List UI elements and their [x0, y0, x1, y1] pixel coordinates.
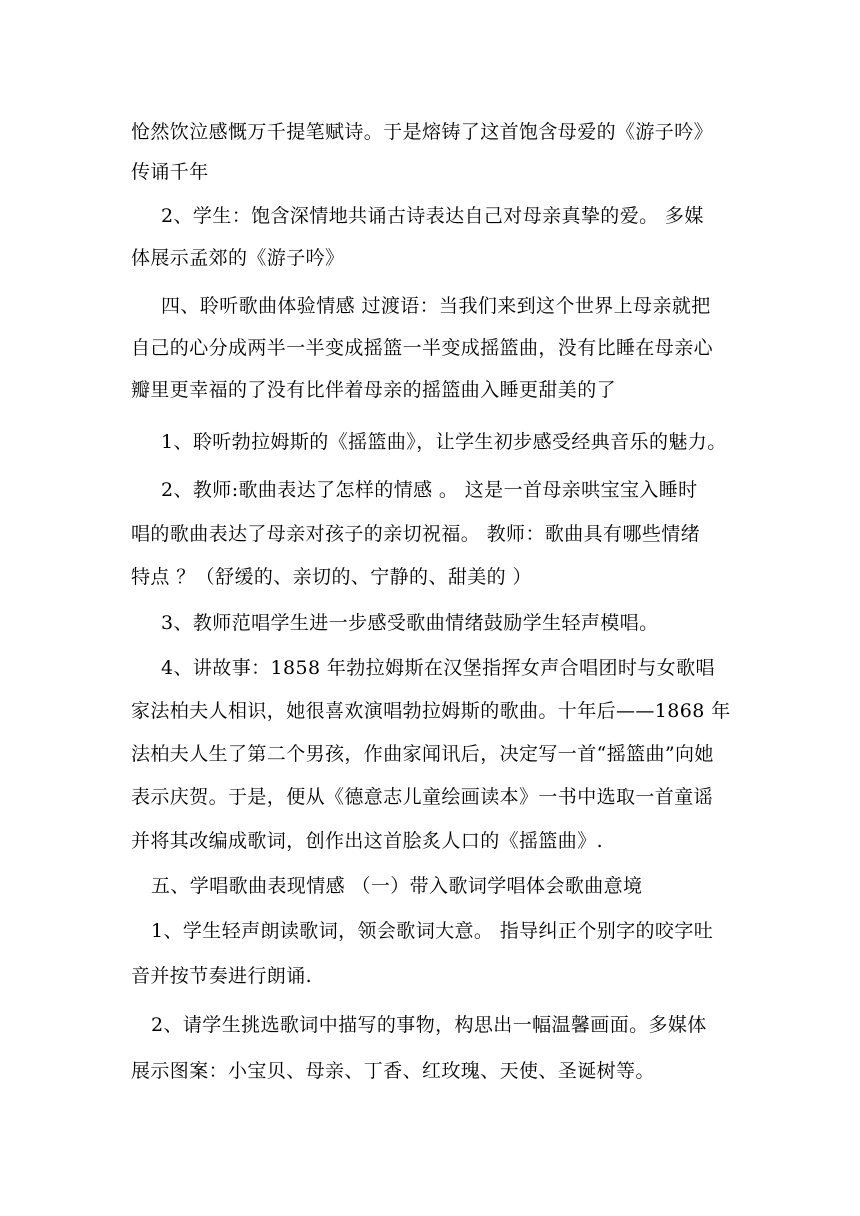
text-line: 4、讲故事：1858 年勃拉姆斯在汉堡指挥女声合唱团时与女歌唱	[161, 657, 715, 679]
text-line: 自己的心分成两半一半变成摇篮一半变成摇篮曲，没有比睡在母亲心	[131, 337, 714, 359]
text-line: 传诵千年	[131, 161, 209, 183]
text-line: 体展示孟郊的《游子吟》	[131, 247, 345, 269]
text-line: 1、学生轻声朗读歌词，领会歌词大意。 指导纠正个别字的咬字吐	[151, 920, 714, 942]
text-line: 表示庆贺。于是，便从《德意志儿童绘画读本》一书中选取一首童谣	[131, 786, 714, 808]
text-line: 3、教师范唱学生进一步感受歌曲情绪鼓励学生轻声模唱。	[161, 612, 659, 634]
text-line: 2、请学生挑选歌词中描写的事物，构思出一幅温馨画面。多媒体	[151, 1014, 707, 1036]
text-line: 特点 ？（舒缓的、亲切的、宁静的、甜美的 ）	[131, 566, 532, 588]
text-line: 五、学唱歌曲表现情感 （一）带入歌词学唱体会歌曲意境	[151, 875, 643, 897]
text-line: 瓣里更幸福的了没有比伴着母亲的摇篮曲入睡更甜美的了	[131, 379, 617, 401]
text-line: 2、学生：饱含深情地共诵古诗表达自己对母亲真挚的爱。 多媒	[161, 205, 704, 227]
text-line: 1、聆听勃拉姆斯的《摇篮曲》，让学生初步感受经典音乐的魅力。	[161, 431, 727, 453]
text-line: 展示图案：小宝贝、母亲、丁香、红玫瑰、天使、圣诞树等。	[131, 1060, 655, 1082]
text-line: 家法柏夫人相识，她很喜欢演唱勃拉姆斯的歌曲。十年后——1868 年	[131, 700, 731, 722]
text-line: 四、聆听歌曲体验情感 过渡语：当我们来到这个世界上母亲就把	[161, 295, 711, 317]
text-line: 法柏夫人生了第二个男孩，作曲家闻讯后，决定写一首“摇篮曲”向她	[131, 743, 714, 765]
text-line: 2、教师:歌曲表达了怎样的情感 。 这是一首母亲哄宝宝入睡时	[161, 479, 698, 501]
text-line: 音并按节奏进行朗诵.	[131, 965, 313, 987]
text-line: 唱的歌曲表达了母亲对孩子的亲切祝福。 教师：歌曲具有哪些情绪	[131, 523, 701, 545]
text-line: 怆然饮泣感慨万千提笔赋诗。于是熔铸了这首饱含母爱的《游子吟》	[131, 121, 714, 143]
text-line: 并将其改编成歌词，创作出这首脍炙人口的《摇篮曲》.	[131, 830, 604, 852]
